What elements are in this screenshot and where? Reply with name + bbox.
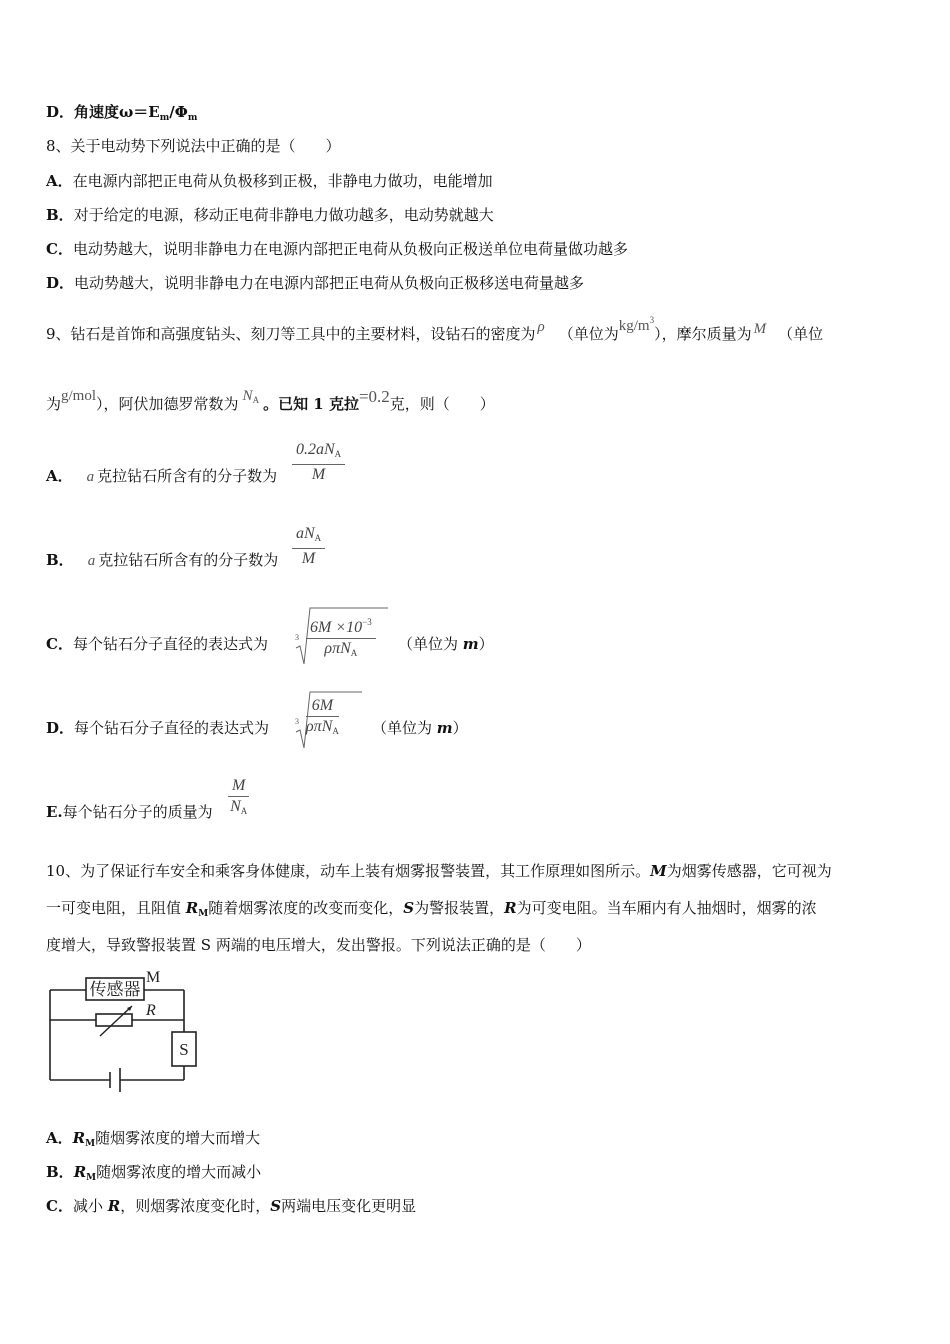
- q8-option-c: C．电动势越大，说明非静电力在电源内部把正电荷从负极向正极送单位电荷量做功越多: [46, 240, 628, 258]
- q9-option-b: B． a 克拉钻石所含有的分子数为: [46, 551, 279, 569]
- q9-option-e: E.每个钻石分子的质量为: [46, 803, 213, 821]
- q9-stem-line1: 9、钻石是首饰和高强度钻头、刻刀等工具中的主要材料，设钻石的密度为 ρ （单位为$kg/m^3$），摩尔质量为 M （单位: [46, 315, 824, 343]
- circuit-diagram: [44, 968, 214, 1094]
- r-label: R: [146, 1002, 156, 1019]
- q8-option-d: D．电动势越大，说明非静电力在电源内部把正电荷从负极向正极移送电荷量越多: [46, 274, 585, 292]
- q9-c-fraction: $6M \times 10^{-3}$ ρπN$_A$: [306, 612, 376, 663]
- q9-c-unit: （单位为 m）: [398, 635, 494, 653]
- q10-option-b: B．$R_M$随烟雾浓度的增大而减小: [46, 1163, 262, 1183]
- molar-mass-unit: g/mol: [61, 388, 97, 404]
- q10-stem-line1: 10、为了保证行车安全和乘客身体健康，动车上装有烟雾报警装置，其工作原理如图所示。M为烟雾传感器，它可视为: [46, 862, 832, 880]
- q9-d-unit: （单位为 m）: [372, 719, 468, 737]
- rho-symbol: ρ: [537, 319, 545, 335]
- m-label: M: [146, 969, 161, 986]
- avogadro-symbol: $N_A$: [242, 388, 260, 405]
- carat-value: =0.2: [358, 387, 390, 406]
- s-label: S: [179, 1040, 189, 1059]
- q9-option-d: D．每个钻石分子直径的表达式为: [46, 719, 270, 737]
- root-index: 3: [295, 633, 299, 642]
- q9-a-fraction: $0.2aN_A$ M: [292, 440, 345, 485]
- q9-stem-line2: 为g/mol），阿伏加德罗常数为 $N_A$ 。已知 1 克拉=0.2克，则（ ）: [46, 387, 495, 413]
- root-index: 3: [295, 717, 299, 726]
- variable-resistor: [96, 1014, 132, 1026]
- q7-option-d: D．角速度$\omega=E_m/\Phi_m$: [46, 103, 198, 123]
- density-unit: $kg/m^3$: [618, 315, 655, 334]
- q10-stem-line3: 度增大，导致警报装置 S 两端的电压增大，发出警报。下列说法正确的是（ ）: [46, 936, 591, 954]
- q9-b-fraction: $aN_A$ M: [292, 524, 325, 569]
- q8-option-a: A．在电源内部把正电荷从负极移到正极，非静电力做功，电能增加: [46, 172, 493, 190]
- molar-mass-symbol: M: [753, 321, 767, 337]
- q10-stem-line2: 一可变电阻，且阻值 $R_M$随着烟雾浓度的改变而变化，S为警报装置，R为可变电阻。当车厢内有人抽烟时，烟雾的浓: [46, 899, 817, 919]
- q8-stem: 8、关于电动势下列说法中正确的是（ ）: [46, 137, 341, 155]
- q8-option-b: B．对于给定的电源，移动正电荷非静电力做功越多，电动势就越大: [46, 206, 494, 224]
- sensor-label: 传感器: [89, 980, 141, 1000]
- q9-d-fraction: 6M ρπN$_A$: [306, 697, 339, 736]
- q9-e-fraction: M $N_A$: [228, 776, 249, 821]
- q10-option-a: A．$R_M$随烟雾浓度的增大而增大: [46, 1129, 261, 1149]
- q9-option-c: C．每个钻石分子直径的表达式为: [46, 635, 268, 653]
- q10-option-c: C．减小 R，则烟雾浓度变化时，S两端电压变化更明显: [46, 1197, 417, 1215]
- q9-option-a: A． a 克拉钻石所含有的分子数为: [46, 467, 278, 485]
